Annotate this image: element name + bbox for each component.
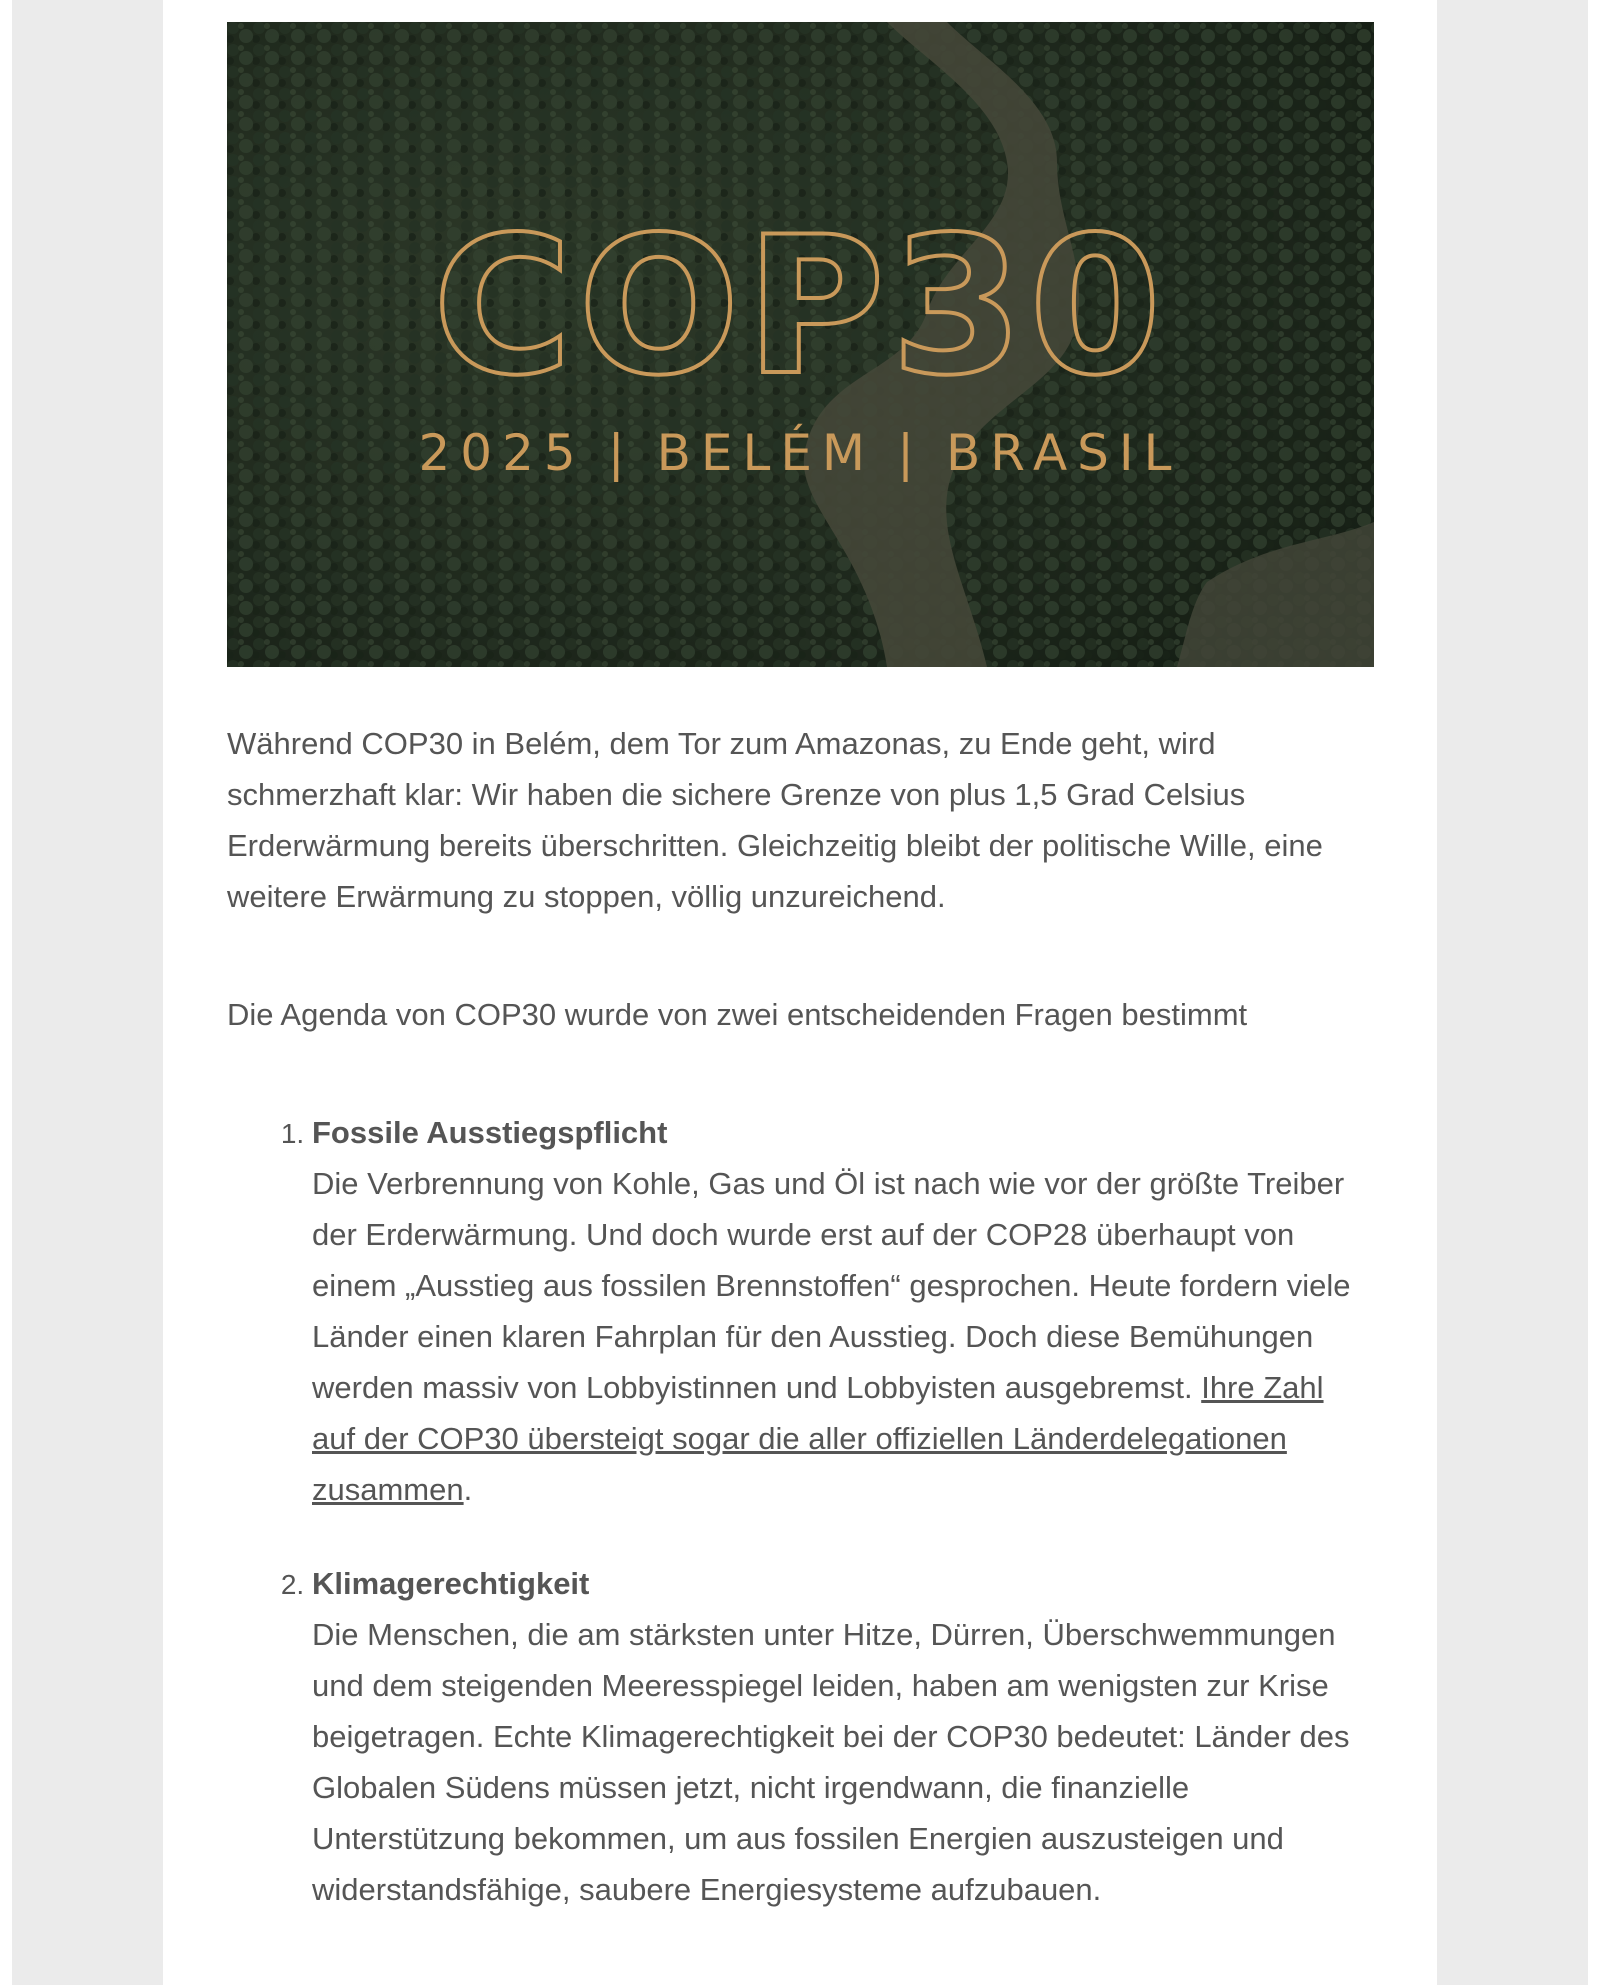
hero-banner-image	[227, 22, 1374, 667]
hero-subtitle	[418, 423, 1181, 482]
hero-year: 2025	[418, 424, 586, 482]
hero-title: COP30	[432, 196, 1168, 417]
hero-city: BELÉM	[656, 424, 876, 482]
item-body-text: Die Verbrennung von Kohle, Gas und Öl ist nach wie vor der größte Treiber der Erderwärmung. Und doch wurde erst auf der COP28 überhaupt von einem „Ausstieg aus fossilen Brennstoffen“ gesprochen. Heute fordern viele Länder einen klaren Fahrplan für den Ausstieg. Doch diese Bemühungen werden massiv von Lobbyistinnen und Lobbyisten ausgebremst.	[312, 1166, 1351, 1405]
list-item	[312, 1558, 1374, 1915]
hero-separator-2: |	[897, 424, 924, 482]
item-title: 2. Klimagerechtigkeit	[312, 1566, 590, 1601]
item-body	[312, 1158, 1374, 1515]
item-body: Die Menschen, die am stärksten unter Hitze, Dürren, Überschwemmungen und dem steigenden Meeresspiegel leiden, haben am wenigsten zur Krise beigetragen. Echte Klimagerechtigkeit bei der COP30 bedeutet: Länder des Globalen Südens müssen jetzt, nicht irgendwann, die finanzielle Unterstützung bekommen, um aus fossilen Energien auszusteigen und widerstandsfähige, saubere Energiesysteme aufzubauen.	[312, 1617, 1350, 1907]
list-item	[312, 1107, 1374, 1515]
agenda-paragraph: Die Agenda von COP30 wurde von zwei entscheidenden Fragen bestimmt	[227, 997, 1248, 1032]
hero-separator-1: |	[607, 424, 635, 482]
intro-paragraph: Während COP30 in Belém, dem Tor zum Amazonas, zu Ende geht, wird schmerzhaft klar: Wir haben die sichere Grenze von plus 1,5 Grad Celsius Erderwärmung bereits überschritten. Gleichzeitig bleibt der politische Wille, eine weitere Erwärmung zu stoppen, völlig unzureichend.	[227, 726, 1323, 914]
hero-country: BRASIL	[945, 424, 1182, 482]
item-body-suffix: .	[463, 1472, 473, 1507]
article-body	[227, 718, 1374, 1958]
lobbyists-link[interactable]: Ihre Zahl auf der COP30 übersteigt sogar die aller offiziellen Länderdelegationen zusammen	[312, 1370, 1324, 1507]
agenda-list	[227, 1107, 1374, 1915]
item-title: 1. Fossile Ausstiegspflicht	[312, 1115, 668, 1150]
